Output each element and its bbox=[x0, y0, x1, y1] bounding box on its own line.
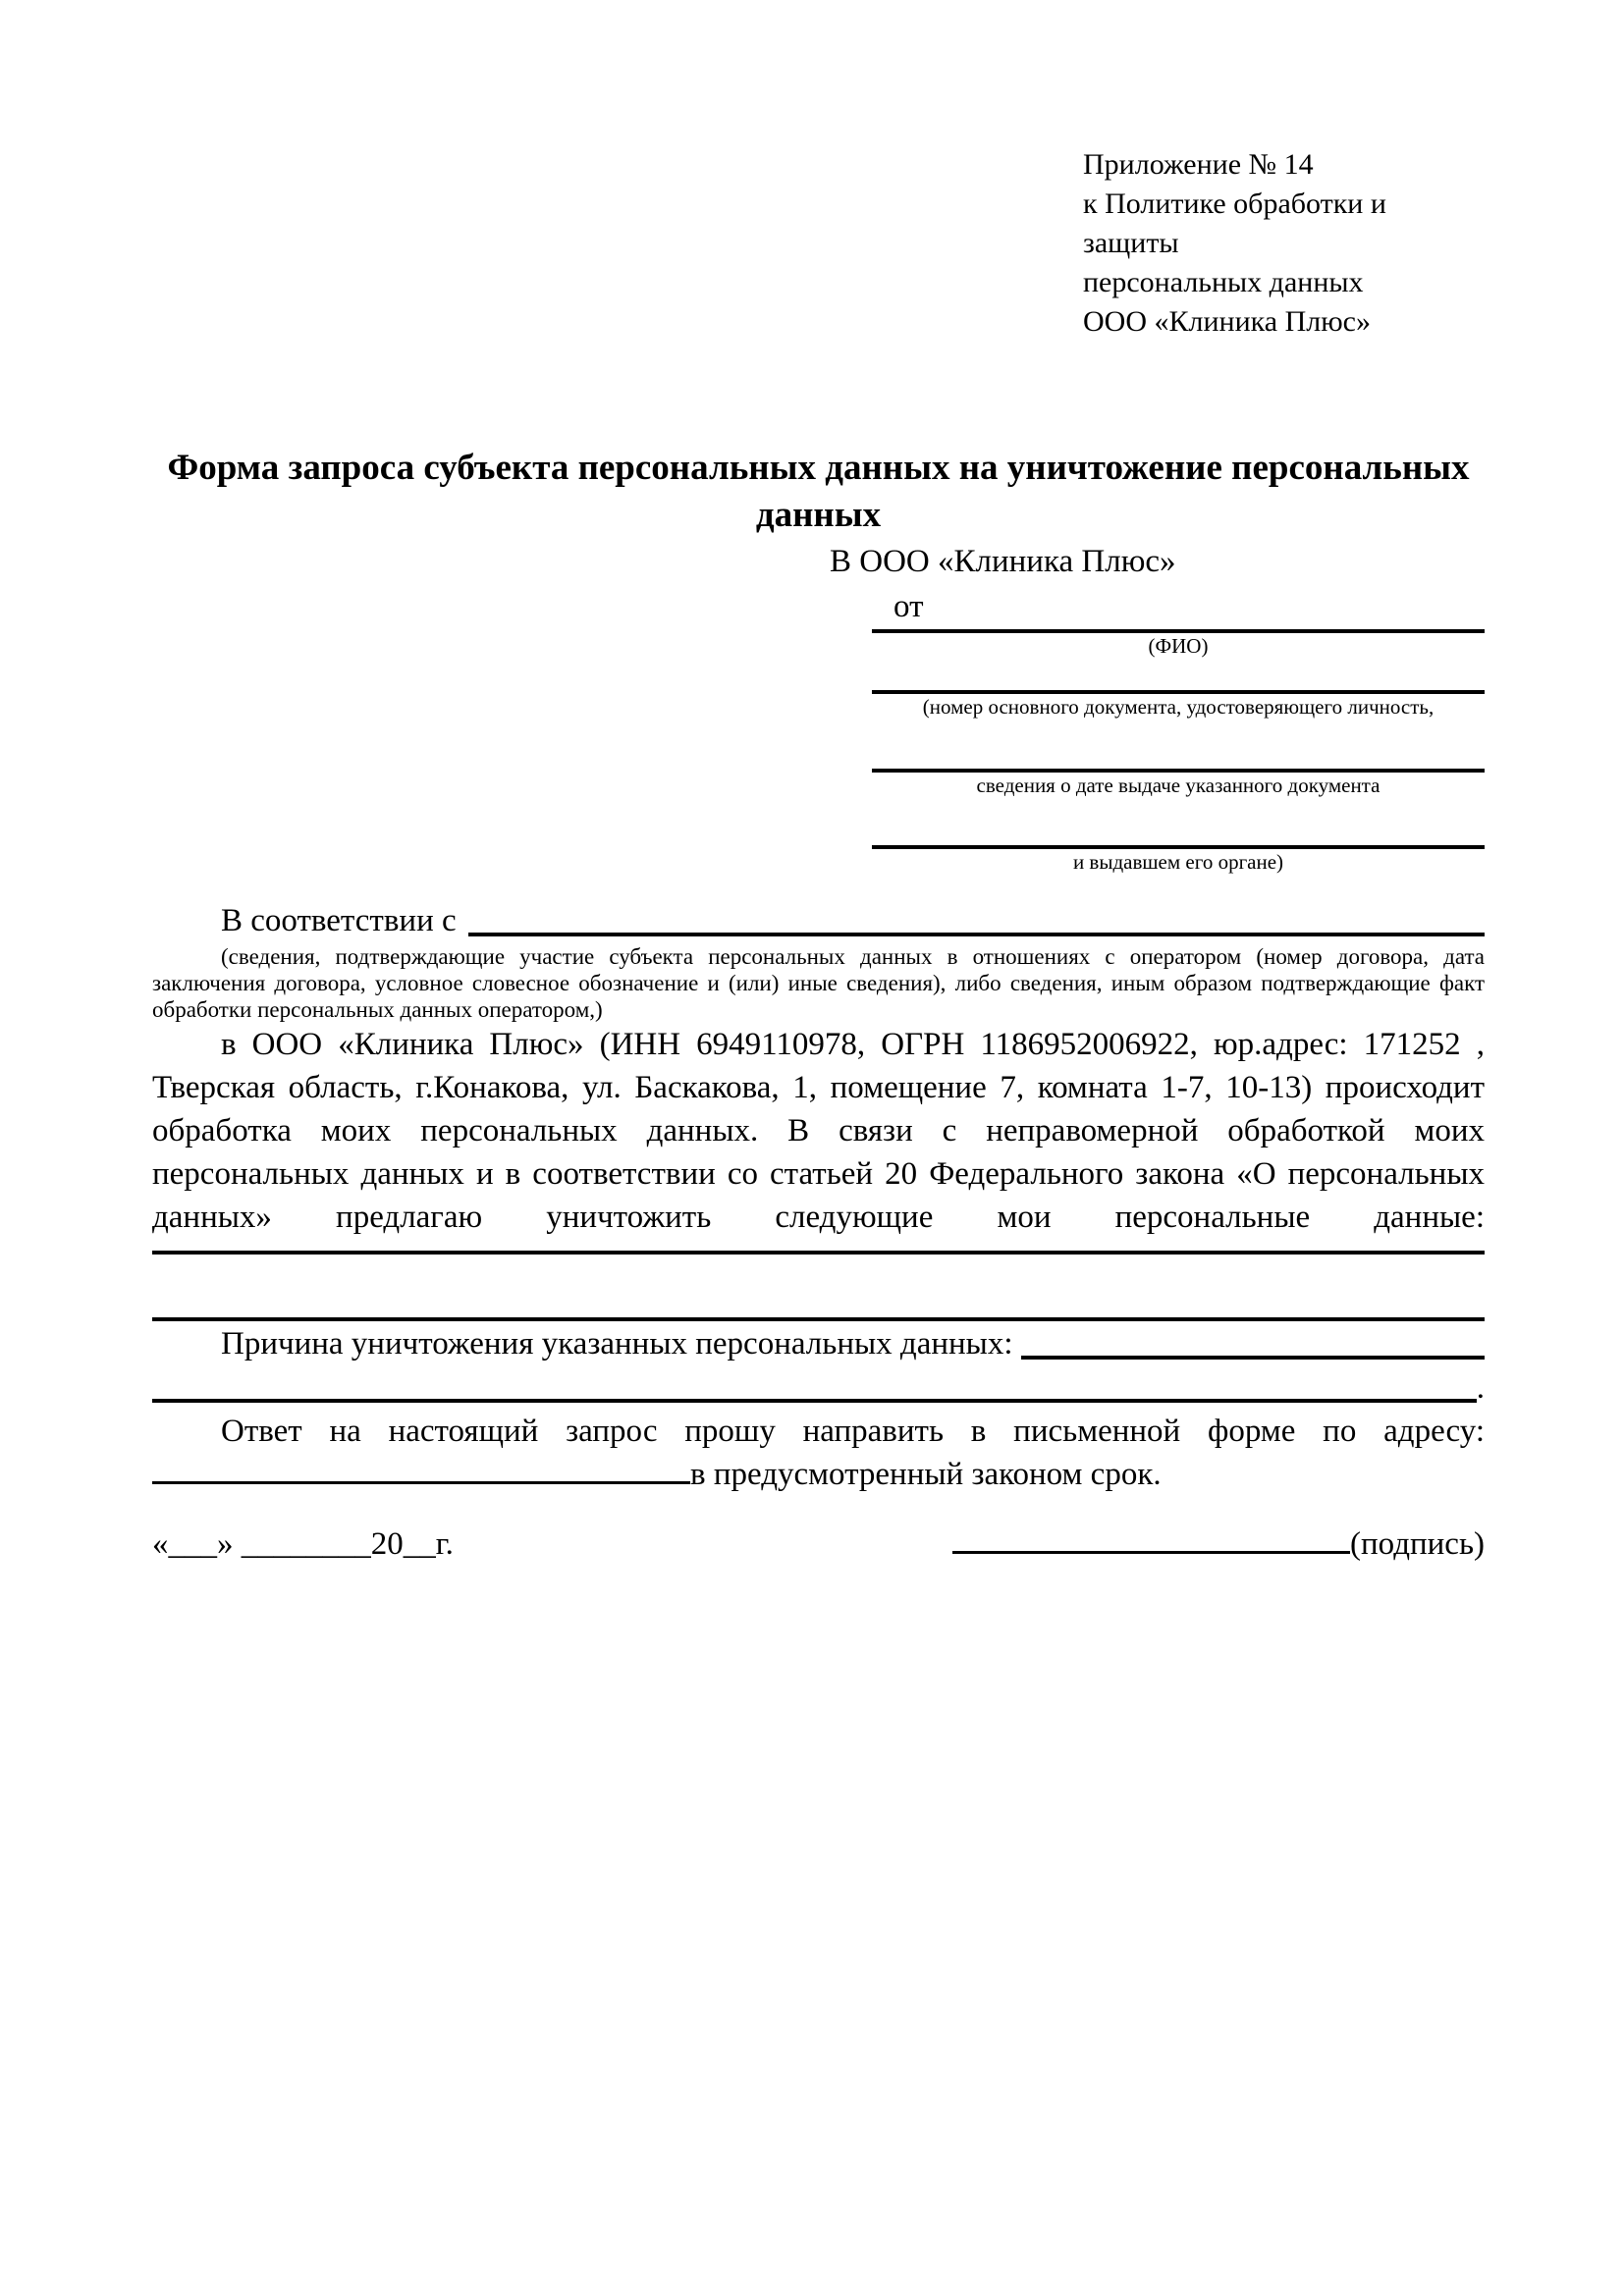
signature-caption: (подпись) bbox=[1350, 1526, 1485, 1562]
accordance-lead: В соответствии с bbox=[221, 903, 457, 938]
appendix-line: Приложение № 14 bbox=[1083, 148, 1314, 181]
reason-row bbox=[152, 1321, 1485, 1366]
fio-field bbox=[872, 629, 1485, 659]
signature-group bbox=[952, 1522, 1485, 1567]
page-title: Форма запроса субъекта персональных данных на уничтожение персональных данных bbox=[167, 448, 1470, 535]
issuing-authority-field bbox=[872, 845, 1485, 875]
answer-lead: Ответ на настоящий запрос прошу направить в письменной форме по адресу: bbox=[221, 1414, 1485, 1449]
addressee-to: В ООО «Клиника Плюс» bbox=[830, 544, 1176, 579]
addressee-fields bbox=[872, 629, 1485, 875]
accordance-row bbox=[152, 898, 1485, 943]
accordance-note: (сведения, подтверждающие участие субъекта персональных данных в отношениях с оператором (номер договора, дата заключения договора, условное словесное обозначение и (или) иные сведения), либо сведения, иным образом подтверждающие факт обработки персональных данных оператором,) bbox=[152, 944, 1485, 1022]
answer-tail: в предусмотренный законом срок. bbox=[690, 1457, 1162, 1492]
signature-blank-line bbox=[952, 1544, 1350, 1554]
appendix-line: ООО «Клиника Плюс» bbox=[1083, 305, 1371, 338]
data-blank-line-1 bbox=[152, 1251, 1485, 1255]
reason-continuation-blank-line bbox=[152, 1399, 1477, 1403]
addressee-from-label: от bbox=[893, 589, 924, 624]
reason-line-terminator: . bbox=[1476, 1370, 1485, 1406]
footer-row bbox=[152, 1522, 1485, 1567]
document-number-field bbox=[872, 690, 1485, 720]
fio-caption: (ФИО) bbox=[1148, 634, 1209, 658]
answer-address-blank-line bbox=[152, 1474, 690, 1484]
reason-continuation-row bbox=[152, 1366, 1485, 1410]
issue-date-field bbox=[872, 769, 1485, 798]
issue-date-caption: сведения о дате выдаче указанного документа bbox=[976, 774, 1380, 797]
appendix-block bbox=[1083, 145, 1485, 342]
reason-blank-line bbox=[1021, 1356, 1485, 1360]
body-paragraph: в ООО «Клиника Плюс» (ИНН 6949110978, ОГРН 1186952006922, юр.адрес: 171252 , Тверская область, г.Конакова, ул. Баскакова, 1, помещение 7, комната 1-7, 10-13) происходит обработка моих персональных данных. В связи с неправомерной обработкой моих персональных данных и в соответствии со статьей 20 Федерального закона «О персональных данных» предлагаю уничтожить следующие мои персональные данные: bbox=[152, 1027, 1485, 1235]
reason-label: Причина уничтожения указанных персональных данных: bbox=[221, 1326, 1013, 1362]
issuing-authority-caption: и выдавшем его органе) bbox=[1072, 850, 1284, 874]
date-line: «___» ________20__г. bbox=[152, 1526, 454, 1562]
appendix-line: персональных данных bbox=[1083, 266, 1364, 298]
answer-address-row bbox=[152, 1453, 1485, 1496]
document-content bbox=[152, 145, 1485, 1567]
accordance-blank-line bbox=[468, 933, 1485, 936]
document-number-caption: (номер основного документа, удостоверяющего личность, bbox=[922, 695, 1435, 719]
appendix-line: к Политике обработки и защиты bbox=[1083, 187, 1386, 259]
